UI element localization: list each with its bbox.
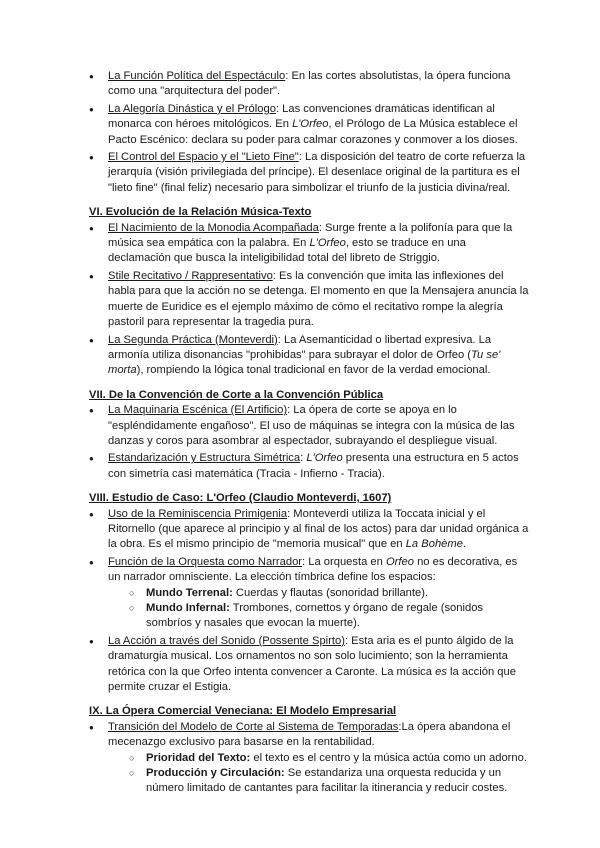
- item-text: .: [462, 538, 467, 551]
- sub-item-label: Prioridad del Texto:: [146, 751, 251, 764]
- item-text: presenta una estructura en 5 actos con simetría casi matemática (Tracia - Infierno - Tracia).: [108, 452, 519, 480]
- section-heading: VII. De la Convención de Corte a la Convención Pública: [89, 388, 384, 401]
- section-ix: [89, 704, 529, 796]
- item-text: : Monteverdi utiliza la Toccata inicial y el Ritornello (que aparece al principio y al final de los actos) para dar unidad orgánica a la obra. Es el mismo principio de "memoria musical" que en: [108, 507, 529, 551]
- sub-list-item: [129, 766, 529, 797]
- section-vii: [89, 388, 529, 482]
- item-term: La Alegoría Dinástica y el Prólogo: [108, 102, 276, 115]
- item-text: : Es la convención que imita las inflexiones del habla para que la acción no se detenga. El momento en que la Mensajera anuncia la muerte de Euridice es el ejemplo máximo de cómo el recitativo rompe la alegría pastoril para representar la tragedia pura.: [108, 269, 529, 329]
- section-list: [89, 507, 529, 696]
- item-text: no es decorativa, es un narrador omnisciente. La elección tímbrica define los espacios:: [108, 555, 518, 584]
- item-text: : La orquesta en: [302, 555, 386, 568]
- section-list: [89, 720, 529, 797]
- section-v-list: [89, 69, 529, 196]
- item-text: : La Asemanticidad o libertad expresiva. La armonía utiliza disonancias "prohibidas" para subrayar el dolor de Orfeo (: [108, 333, 492, 361]
- section-heading: VIII. Estudio de Caso: L'Orfeo (Claudio Monteverdi, 1607): [89, 492, 392, 505]
- item-text: la acción que permite cruzar el Estigia.: [108, 665, 516, 694]
- item-emphasis: Tu se' morta: [108, 348, 501, 377]
- item-term: Uso de la Reminiscencia Primigenia: [108, 507, 288, 520]
- list-item: [89, 150, 529, 196]
- list-item: [89, 102, 529, 148]
- list-item: [89, 333, 529, 379]
- section-heading: IX. La Ópera Comercial Veneciana: El Modelo Empresarial: [89, 705, 397, 718]
- item-term: Stile Recitativo / Rappresentativo: [108, 269, 273, 282]
- item-text: : En las cortes absolutistas, la ópera funciona como una "arquitectura del poder".: [108, 70, 511, 98]
- item-text: :: [300, 452, 307, 465]
- item-term: La Maquinaria Escénica (El Artificio): [108, 404, 288, 417]
- section-list: [89, 221, 529, 379]
- item-text: : Las convenciones dramáticas identifican al monarca con héroes mitológicos. En: [108, 102, 495, 131]
- list-item: [89, 507, 529, 553]
- section-viii: [89, 491, 529, 695]
- list-item: [89, 221, 529, 267]
- item-text: , esto se traduce en una declamación que busca la inteligibilidad total del libreto de Striggio.: [108, 237, 466, 265]
- section-vi: [89, 205, 529, 378]
- sub-item-label: Mundo Terrenal:: [146, 586, 233, 599]
- item-text: :La ópera abandona el mecenazgo exclusivo para basarse en la rentabilidad.: [108, 720, 511, 749]
- list-item: [89, 451, 529, 482]
- item-term: La Segunda Práctica (Monteverdi): [108, 333, 278, 346]
- sub-list: [108, 586, 529, 632]
- item-emphasis: L'Orfeo: [306, 452, 343, 465]
- item-term: La Acción a través del Sonido (Possente Spirto): [108, 634, 345, 647]
- sub-item-text: Se estandariza una orquesta reducida y un número limitado de cantantes para facilitar la itinerancia y reducir costes.: [146, 767, 508, 795]
- sub-item-label: Mundo Infernal:: [146, 602, 230, 614]
- item-term: El Nacimiento de la Monodia Acompañada: [108, 221, 319, 234]
- list-item: [89, 403, 529, 449]
- item-text: ), rompiendo la lógica tonal tradicional en favor de la verdad emocional.: [136, 364, 491, 377]
- sub-item-text: Cuerdas y flautas (sonoridad brillante).: [232, 586, 429, 599]
- sub-list-item: [129, 601, 529, 632]
- list-item: [89, 555, 529, 632]
- item-term: Estandarización y Estructura Simétrica: [108, 452, 301, 465]
- sub-list: [108, 751, 529, 797]
- item-text: : La disposición del teatro de corte refuerza la jerarquía (visión privilegiada del príncipe). El desenlace original de la partitura es el "lieto fine" (final feliz) necesario para simbolizar el triunfo de la justicia divina/real.: [108, 151, 526, 194]
- sub-list-item: [129, 751, 529, 766]
- item-term: La Función Política del Espectáculo: [108, 70, 286, 82]
- item-emphasis: es: [435, 665, 447, 678]
- document-content: [89, 69, 529, 799]
- list-item: [89, 269, 529, 331]
- sub-list-item: [129, 586, 529, 601]
- list-item: [89, 634, 529, 696]
- item-emphasis: Orfeo: [385, 555, 414, 568]
- item-term: Transición del Modelo de Corte al Sistema de Temporadas: [108, 720, 399, 733]
- item-text: : Esta aria es el punto álgido de la dramaturgia musical. Los ornamentos no son solo lucimiento; son la herramienta retórica con la que Orfeo intenta convencer a Caronte. La música: [108, 634, 514, 678]
- item-term: El Control del Espacio y el "Lieto Fine": [108, 151, 299, 164]
- list-item: [89, 720, 529, 797]
- sub-item-label: Producción y Circulación:: [146, 767, 285, 780]
- section-list: [89, 403, 529, 482]
- section-heading: VI. Evolución de la Relación Música-Texto: [89, 206, 312, 219]
- sub-item-text: Trombones, cornettos y órgano de regale (sonidos sombríos y nasales que evocan la muerte).: [146, 602, 484, 630]
- item-emphasis: L'Orfeo: [309, 237, 346, 250]
- item-term: Función de la Orquesta como Narrador: [108, 555, 303, 568]
- item-emphasis: L'Orfeo: [292, 118, 329, 131]
- item-text: : Surge frente a la polifonía para que la música sea empática con la palabra. En: [108, 221, 513, 250]
- sub-item-text: el texto es el centro y la música actúa como un adorno.: [250, 751, 527, 764]
- item-text: : La ópera de corte se apoya en lo "espléndidamente engañoso". El uso de máquinas se integra con la música de las danzas y coros para asombrar al espectador, subrayando el despliegue visual.: [108, 404, 515, 447]
- list-item: [89, 69, 529, 100]
- item-emphasis: La Bohème: [405, 538, 463, 551]
- item-text: , el Prólogo de La Música establece el Pacto Escénico: declara su poder para calmar corazones y conmover a los dioses.: [108, 118, 518, 146]
